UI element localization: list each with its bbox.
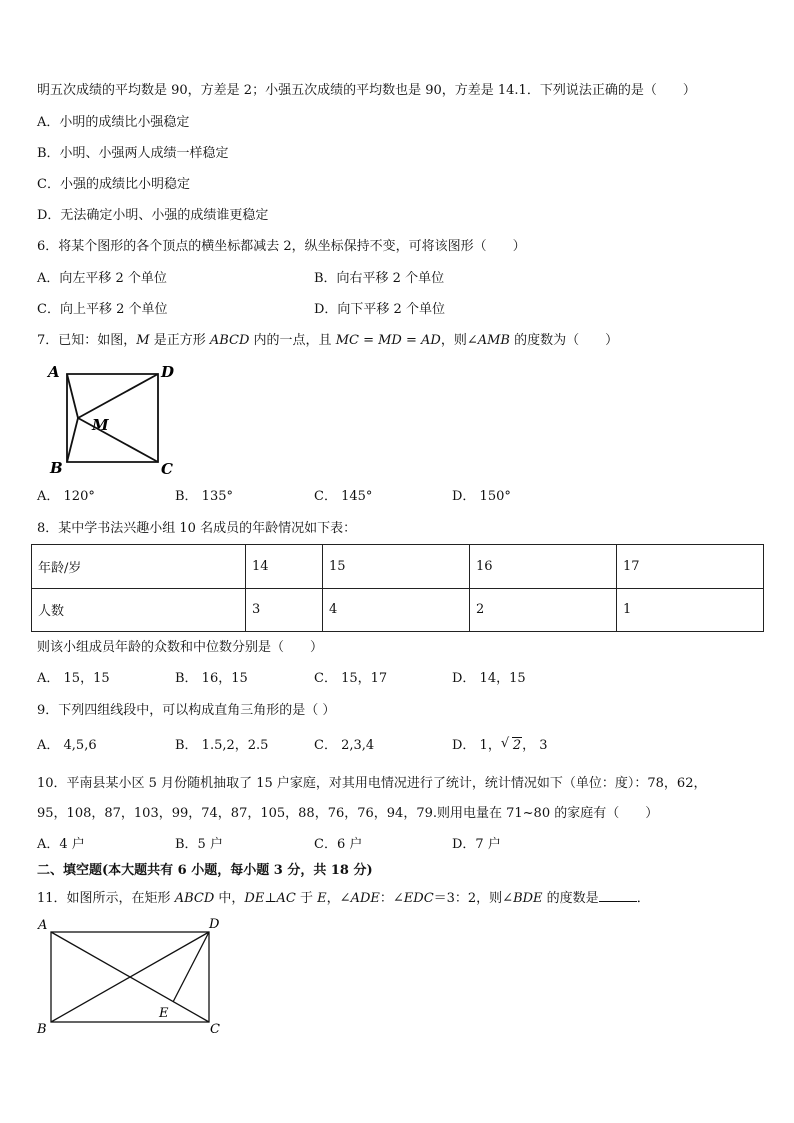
q7-label-m: M <box>92 416 109 434</box>
q9-option-c: C． 2,3,4 <box>314 738 375 753</box>
q7-label-b: B <box>50 459 63 477</box>
q6-option-c: C．向上平移 2 个单位 <box>37 302 168 317</box>
table-row <box>32 588 764 632</box>
age-table <box>31 544 764 632</box>
q6-option-b: B．向右平移 2 个单位 <box>314 271 445 286</box>
q8-option-a: A． 15，15 <box>37 671 110 686</box>
q7-option-b: B． 135° <box>175 489 233 504</box>
table-cell: 4 <box>323 588 470 632</box>
q6-stem: 6．将某个图形的各个顶点的横坐标都减去 2，纵坐标保持不变，可将该图形（ ） <box>37 239 526 254</box>
table-cell: 17 <box>617 545 764 589</box>
q10-option-d: D．7 户 <box>452 837 501 852</box>
answer-blank <box>599 889 637 902</box>
q5-option-c: C．小强的成绩比小明稳定 <box>37 177 190 192</box>
table-cell: 2 <box>470 588 617 632</box>
q8-stem: 8．某中学书法兴趣小组 10 名成员的年龄情况如下表： <box>37 521 357 536</box>
q5-option-b: B．小明、小强两人成绩一样稳定 <box>37 146 229 161</box>
q10-option-b: B．5 户 <box>175 837 223 852</box>
q7-option-a: A． 120° <box>37 489 95 504</box>
q7-label-d: D <box>161 363 175 381</box>
q7-square-figure <box>40 358 190 480</box>
q7-option-d: D． 150° <box>452 489 511 504</box>
table-row <box>32 545 764 589</box>
q11-rectangle-figure <box>34 914 234 1040</box>
table-cell: 14 <box>246 545 323 589</box>
table-cell: 人数 <box>32 588 246 632</box>
q9-stem: 9．下列四组线段中，可以构成直角三角形的是（ ） <box>37 703 336 718</box>
q7-label-c: C <box>161 460 173 478</box>
q11-label-d: D <box>209 917 220 932</box>
q10-line1: 10．平南县某小区 5 月份随机抽取了 15 户家庭，对其用电情况进行了统计，统计情况如下（单位：度）：78，62， <box>37 776 707 791</box>
q8-option-c: C． 15，17 <box>314 671 388 686</box>
q6-option-d: D．向下平移 2 个单位 <box>314 302 445 317</box>
sqrt-symbol: √ 2 <box>500 736 522 753</box>
q5-stem: 明五次成绩的平均数是 90，方差是 2；小强五次成绩的平均数也是 90，方差是 14.1．下列说法正确的是（ ） <box>37 83 696 98</box>
q7-label-a: A <box>48 363 60 381</box>
q9-option-a: A． 4,5,6 <box>37 738 97 753</box>
q8-option-b: B． 16，15 <box>175 671 248 686</box>
q8-option-d: D． 14，15 <box>452 671 526 686</box>
q6-option-a: A．向左平移 2 个单位 <box>37 271 167 286</box>
q11-stem: 11．如图所示，在矩形 ABCD 中，DE⊥AC 于 E，∠ADE：∠EDC＝3：2，则∠BDE 的度数是 ． <box>37 891 650 906</box>
q7-option-c: C． 145° <box>314 489 373 504</box>
q11-label-a: A <box>38 918 48 933</box>
q5-option-d: D．无法确定小明、小强的成绩谁更稳定 <box>37 208 269 223</box>
q11-label-b: B <box>37 1022 47 1037</box>
q7-stem: 7．已知：如图，M 是正方形 ABCD 内的一点，且 MC = MD = AD，则∠AMB 的度数为（ ） <box>37 333 619 348</box>
q5-option-a: A．小明的成绩比小强稳定 <box>37 115 190 130</box>
q9-option-d: D． 1， √ 2， 3 <box>452 736 548 753</box>
q9-option-b: B． 1.5,2，2.5 <box>175 738 269 753</box>
table-cell: 年龄/岁 <box>32 545 246 589</box>
q10-option-a: A．4 户 <box>37 837 85 852</box>
q11-label-e: E <box>159 1006 169 1021</box>
table-cell: 15 <box>323 545 470 589</box>
q11-label-c: C <box>210 1022 220 1037</box>
section2-title: 二、填空题(本大题共有 6 小题，每小题 3 分，共 18 分) <box>37 863 373 878</box>
q10-line2: 95，108，87，103，99，74，87，105，88，76，76，94，79.则用电量在 71~80 的家庭有（ ） <box>37 806 659 821</box>
q8-question: 则该小组成员年龄的众数和中位数分别是（ ） <box>37 640 324 655</box>
table-cell: 3 <box>246 588 323 632</box>
q10-option-c: C．6 户 <box>314 837 363 852</box>
table-cell: 1 <box>617 588 764 632</box>
table-cell: 16 <box>470 545 617 589</box>
